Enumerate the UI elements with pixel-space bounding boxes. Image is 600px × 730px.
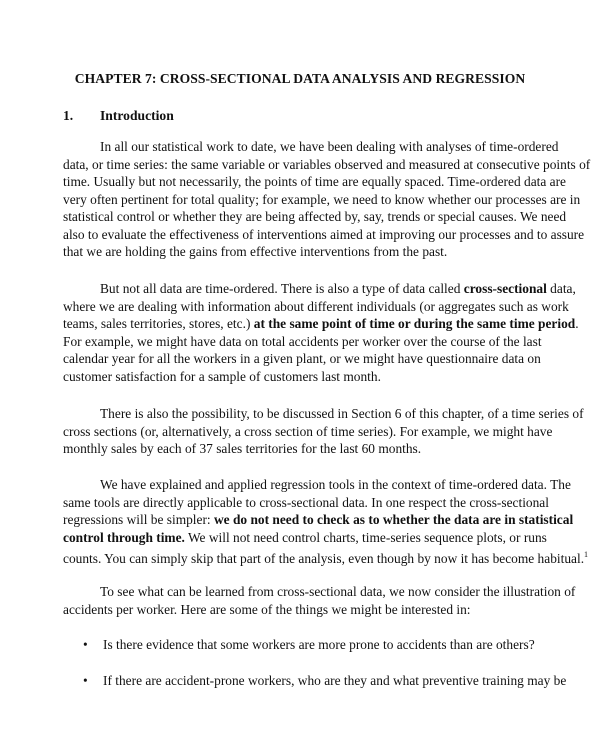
bullet-text: If there are accident-prone workers, who are they and what preventive training may be — [103, 673, 567, 688]
text-line: also to evaluate the effectiveness of interventions aimed at improving our processes and to assure — [63, 226, 585, 242]
text-line: time. Usually but not necessarily, the points of time are equally spaced. Time-ordered data are — [63, 174, 566, 189]
text-run: We will not need control charts, time-series sequence plots, or runs — [184, 529, 547, 545]
footnote-marker: 1 — [584, 550, 589, 559]
text-run: counts. You can simply skip that part of the analysis, even though by now it has become habitual. — [63, 551, 585, 566]
bullet-item — [83, 672, 566, 690]
text-line: statistical control or whether they are being affected by, say, trends or special causes. We need — [63, 209, 567, 224]
text-run: But not all data are time-ordered. There is also a type of data called — [100, 281, 464, 296]
text-line — [63, 529, 547, 547]
text-line: In all our statistical work to date, we have been dealing with analyses of time-ordered — [100, 139, 559, 154]
bullet-item — [83, 636, 535, 654]
text-line: same tools are directly applicable to cross-sectional data. In one respect the cross-sectional — [63, 494, 549, 510]
text-line: very often pertinent for total quality; for example, we need to know whether our processes are in — [63, 191, 581, 207]
text-run: teams, sales territories, stores, etc.) — [63, 316, 254, 331]
paragraph-2 — [63, 280, 579, 385]
text-line: data, or time series: the same variable or variables observed and measured at consecutive points of — [63, 156, 591, 172]
paragraph-4 — [63, 476, 589, 568]
bullet-icon: • — [83, 637, 88, 652]
text-line: We have explained and applied regression tools in the context of time-ordered data. The — [100, 477, 571, 492]
text-run: regressions will be simpler: — [63, 512, 214, 527]
text-line: where we are dealing with information about different individuals (or aggregates such as work — [63, 298, 569, 314]
paragraph-1 — [63, 138, 591, 261]
text-line — [63, 315, 579, 333]
text-line: accidents per worker. Here are some of the things we might be interested in: — [63, 601, 471, 617]
paragraph-3 — [63, 405, 584, 458]
section-number: 1. — [63, 108, 74, 123]
emphasis-term: cross-sectional — [463, 281, 547, 296]
text-run: data, — [546, 281, 576, 296]
text-line: monthly sales by each of 37 sales territories for the last 60 months. — [63, 441, 422, 456]
text-line: There is also the possibility, to be discussed in Section 6 of this chapter, of a time series of — [100, 406, 584, 421]
text-run: . — [575, 316, 579, 331]
chapter-title: CHAPTER 7: CROSS-SECTIONAL DATA ANALYSIS AND REGRESSION — [74, 71, 526, 86]
text-line: calendar year for all the workers in a given plant, or we might have questionnaire data on — [63, 351, 541, 366]
text-line — [63, 280, 576, 298]
text-line: cross sections (or, alternatively, a cross section of time series). For example, we might have — [63, 423, 553, 439]
text-line: To see what can be learned from cross-sectional data, we now consider the illustration of — [100, 584, 576, 599]
bullet-icon: • — [83, 673, 88, 688]
emphasis-phrase: at the same point of time or during the same time period — [253, 316, 576, 331]
emphasis-phrase: control through time. — [63, 529, 185, 545]
bullet-text: Is there evidence that some workers are more prone to accidents than are others? — [103, 637, 535, 652]
text-line: customer satisfaction for a sample of customers last month. — [63, 368, 381, 384]
text-line: that we are holding the gains from effective interventions from the past. — [63, 244, 448, 259]
text-line — [63, 546, 589, 568]
emphasis-phrase: we do not need to check as to whether the data are in statistical — [214, 512, 574, 527]
text-line: For example, we might have data on total accidents per worker over the course of the last — [63, 333, 542, 349]
paragraph-5 — [63, 583, 576, 618]
text-line — [63, 511, 574, 529]
section-title: Introduction — [100, 108, 174, 123]
section-heading — [63, 108, 174, 124]
